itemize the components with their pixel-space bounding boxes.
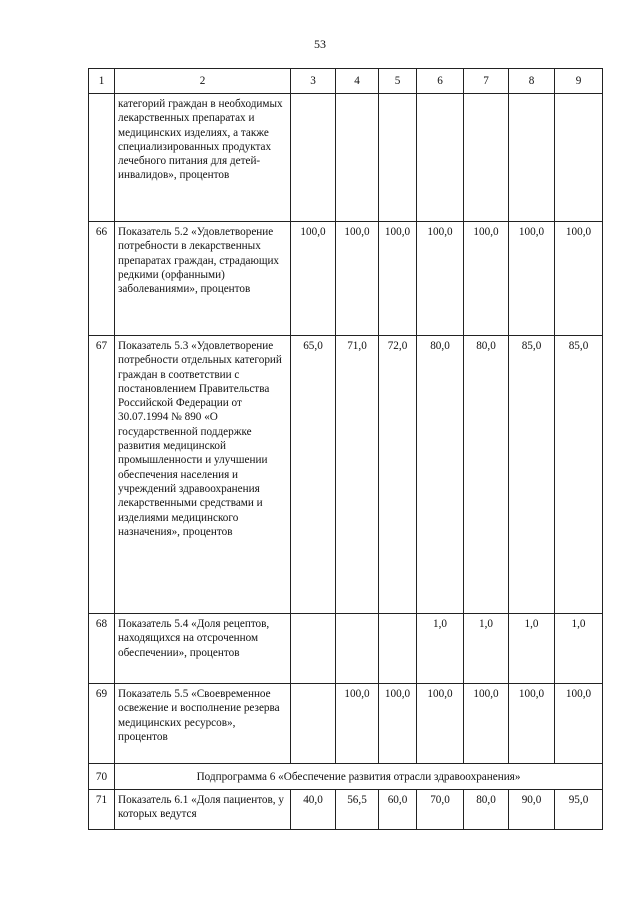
- value-cell: 56,5: [336, 790, 379, 830]
- value-cell: 1,0: [555, 614, 603, 684]
- value-cell: 100,0: [336, 222, 379, 336]
- value-cell: 80,0: [464, 790, 509, 830]
- header-cell: 3: [291, 69, 336, 94]
- indicator-name: Показатель 6.1 «Доля пациентов, у которых ведутся: [115, 790, 291, 830]
- value-cell: 60,0: [379, 790, 417, 830]
- value-cell: 100,0: [291, 222, 336, 336]
- value-cell: 1,0: [464, 614, 509, 684]
- value-cell: [555, 94, 603, 222]
- value-cell: [379, 614, 417, 684]
- value-cell: 72,0: [379, 336, 417, 614]
- value-cell: [291, 94, 336, 222]
- page-number: 53: [314, 37, 326, 51]
- value-cell: 65,0: [291, 336, 336, 614]
- value-cell: [336, 614, 379, 684]
- value-cell: [291, 684, 336, 764]
- indicator-name: Показатель 5.4 «Доля рецептов, находящихся на отсроченном обеспечении», процентов: [115, 614, 291, 684]
- value-cell: 100,0: [464, 684, 509, 764]
- row-number: 70: [89, 764, 115, 790]
- header-cell: 2: [115, 69, 291, 94]
- value-cell: 100,0: [379, 684, 417, 764]
- header-cell: 1: [89, 69, 115, 94]
- value-cell: 85,0: [509, 336, 555, 614]
- value-cell: [291, 614, 336, 684]
- indicator-table: [88, 68, 603, 830]
- subprogram-row: [89, 764, 603, 790]
- indicator-name: Показатель 5.2 «Удовлетворение потребности в лекарственных препаратах граждан, страдающих редкими (орфанными) заболеваниями», процентов: [115, 222, 291, 336]
- value-cell: [336, 94, 379, 222]
- header-cell: 4: [336, 69, 379, 94]
- value-cell: 100,0: [336, 684, 379, 764]
- value-cell: 90,0: [509, 790, 555, 830]
- subprogram-title: Подпрограмма 6 «Обеспечение развития отрасли здравоохранения»: [115, 764, 603, 790]
- value-cell: 85,0: [555, 336, 603, 614]
- row-number: [89, 94, 115, 222]
- value-cell: [379, 94, 417, 222]
- value-cell: 1,0: [417, 614, 464, 684]
- header-cell: 9: [555, 69, 603, 94]
- value-cell: 71,0: [336, 336, 379, 614]
- header-cell: 6: [417, 69, 464, 94]
- value-cell: 100,0: [379, 222, 417, 336]
- value-cell: 100,0: [417, 222, 464, 336]
- value-cell: 1,0: [509, 614, 555, 684]
- header-cell: 7: [464, 69, 509, 94]
- value-cell: 100,0: [464, 222, 509, 336]
- value-cell: 80,0: [417, 336, 464, 614]
- row-number: 69: [89, 684, 115, 764]
- header-cell: 5: [379, 69, 417, 94]
- indicator-name: категорий граждан в необходимых лекарственных препаратах и медицинских изделиях, а также специализированных продуктах лечебного питания для детей-инвалидов», процентов: [115, 94, 291, 222]
- value-cell: 70,0: [417, 790, 464, 830]
- indicator-name: Показатель 5.5 «Своевременное освежение и восполнение резерва медицинских ресурсов», процентов: [115, 684, 291, 764]
- value-cell: [509, 94, 555, 222]
- table-row: [89, 222, 603, 336]
- table-row: [89, 684, 603, 764]
- header-cell: 8: [509, 69, 555, 94]
- value-cell: 100,0: [509, 222, 555, 336]
- value-cell: 95,0: [555, 790, 603, 830]
- value-cell: 100,0: [417, 684, 464, 764]
- row-number: 67: [89, 336, 115, 614]
- value-cell: [464, 94, 509, 222]
- value-cell: 100,0: [555, 222, 603, 336]
- value-cell: 40,0: [291, 790, 336, 830]
- table-row: [89, 336, 603, 614]
- row-number: 68: [89, 614, 115, 684]
- table-header-row: [89, 69, 603, 94]
- value-cell: 100,0: [555, 684, 603, 764]
- value-cell: 80,0: [464, 336, 509, 614]
- value-cell: 100,0: [509, 684, 555, 764]
- table-row: [89, 94, 603, 222]
- row-number: 71: [89, 790, 115, 830]
- indicator-name: Показатель 5.3 «Удовлетворение потребности отдельных категорий граждан в соответствии с постановлением Правительства Российской Федерации от 30.07.1994 № 890 «О государственной поддержке развития медицинской промышленности и улучшении обеспечения населения и учреждений здравоохранения лекарственными средствами и изделиями медицинского назначения», процентов: [115, 336, 291, 614]
- table-row: [89, 790, 603, 830]
- value-cell: [417, 94, 464, 222]
- row-number: 66: [89, 222, 115, 336]
- table-row: [89, 614, 603, 684]
